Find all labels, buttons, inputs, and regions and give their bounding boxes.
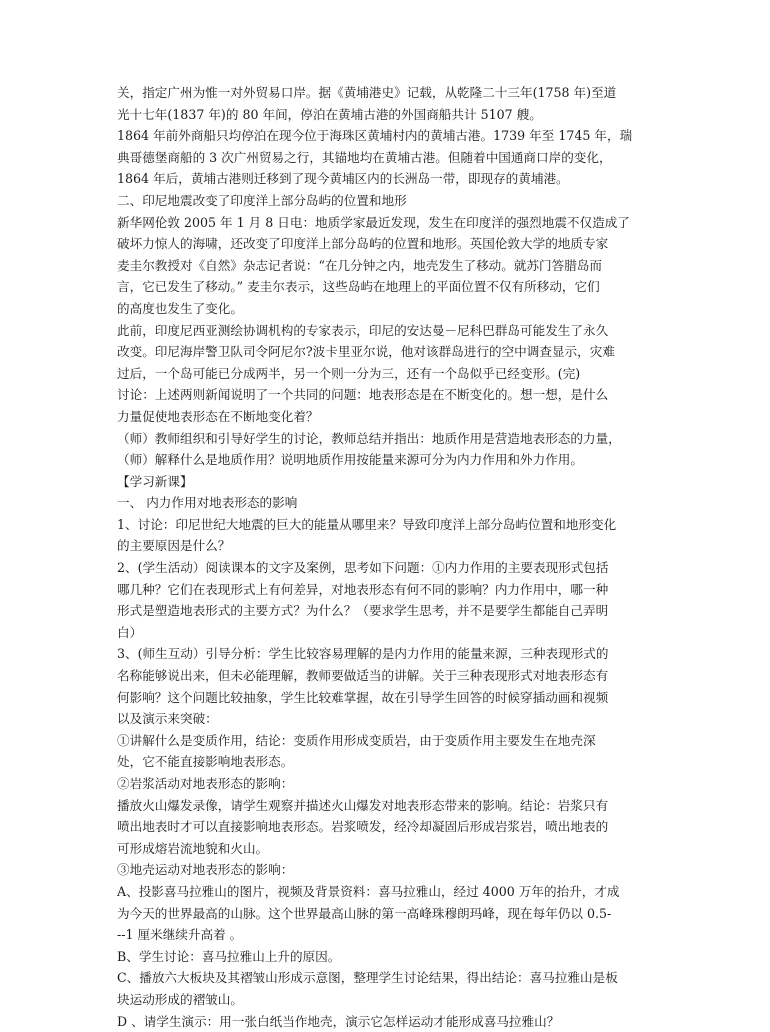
text-line: 形式是塑造地表形式的主要方式？为什么？（要求学生思考，并不是要学生都能自己弄明	[117, 603, 609, 619]
text-line: B、学生讨论：喜马拉雅山上升的原因。	[117, 948, 341, 964]
text-line: （师）教师组织和引导好学生的讨论，教师总结并指出：地质作用是营造地表形态的力量，	[117, 430, 621, 446]
text-line: 力量促使地表形态在不断地变化着？	[117, 408, 319, 424]
text-line: ②岩浆活动对地表形态的影响：	[117, 776, 294, 791]
text-line: 麦圭尔教授对《自然》杂志记者说：“在几分钟之内，地壳发生了移动。就苏门答腊岛而	[117, 257, 603, 273]
text-line: 一、 内力作用对地表形态的影响	[117, 495, 298, 511]
text-line: 3、(师生互动）引导分析：学生比较容易理解的是内力作用的能量来源，三种表现形式的	[117, 646, 609, 662]
text-line: --1 厘米继续升高着 。	[117, 927, 243, 943]
text-line: 为今天的世界最高的山脉。这个世界最高山脉的第一高峰珠穆朗玛峰，现在每年仍以 0.5-	[117, 905, 612, 921]
text-line: 的高度也发生了变化。	[117, 300, 243, 316]
text-line: A、投影喜马拉雅山的图片，视频及背景资料：喜马拉雅山，经过 4000 万年的抬升，才成	[117, 883, 620, 899]
text-line: 1864 年前外商船只均停泊在现今位于海珠区黄埔村内的黄埔古港。1739 年至 1745 年，瑞	[117, 128, 633, 144]
text-line: 处，它不能直接影响地表形态。	[117, 754, 294, 770]
text-line: D 、请学生演示：用一张白纸当作地壳，演示它怎样运动才能形成喜马拉雅山？	[117, 1013, 560, 1029]
text-line: 【学习新课】	[117, 473, 193, 489]
text-line: 喷出地表时才可以直接影响地表形态。岩浆喷发，经冷却凝固后形成岩浆岩，喷出地表的	[117, 819, 609, 835]
text-line: 1864 年后，黄埔古港则迁移到了现今黄埔区内的长洲岛一带，即现存的黄埔港。	[117, 171, 569, 187]
text-line: 言，它已发生了移动。” 麦圭尔表示，这些岛屿在地理上的平面位置不仅有所移动，它们	[117, 279, 600, 295]
text-line: ①讲解什么是变质作用，结论：变质作用形成变质岩，由于变质作用主要发生在地壳深	[117, 732, 596, 748]
text-line: 以及演示来突破：	[117, 711, 218, 727]
text-line: 何影响？这个问题比较抽象，学生比较难掌握，故在引导学生回答的时候穿插动画和视频	[117, 689, 609, 705]
text-line: 光十七年(1837 年)的 80 年间，停泊在黄埔古港的外国商船共计 5107 艘。	[117, 106, 542, 122]
text-line: （师）解释什么是地质作用？说明地质作用按能量来源可分为内力作用和外力作用。	[117, 452, 583, 468]
text-line: 哪几种？它们在表现形式上有何差异，对地表形态有何不同的影响？内力作用中，哪一种	[117, 581, 609, 597]
text-line: 讨论：上述两则新闻说明了一个共同的问题：地表形态是在不断变化的。想一想，是什么	[117, 387, 609, 403]
text-line: 可形成熔岩流地貌和火山。	[117, 840, 269, 856]
text-line: 白）	[117, 624, 143, 640]
text-line: 1、讨论：印尼世纪大地震的巨大的能量从哪里来？导致印度洋上部分岛屿位置和地形变化	[117, 516, 617, 532]
text-line: C、播放六大板块及其褶皱山形成示意图，整理学生讨论结果，得出结论：喜马拉雅山是板	[117, 970, 618, 986]
text-line: ③地壳运动对地表形态的影响：	[117, 862, 294, 878]
text-line: 的主要原因是什么？	[117, 538, 231, 554]
text-line: 改变。印尼海岸警卫队司令阿尼尔?波卡里亚尔说，他对该群岛进行的空中调查显示，灾难	[117, 344, 615, 360]
text-line: 关，指定广州为惟一对外贸易口岸。据《黄埔港史》记载，从乾隆二十三年(1758 年)至道	[117, 85, 617, 100]
document-body	[117, 82, 657, 1032]
text-line: 块运动形成的褶皱山。	[117, 991, 243, 1007]
text-line: 过后，一个岛可能已分成两半，另一个则一分为三，还有一个岛似乎已经变形。(完)	[117, 365, 581, 381]
text-line: 典哥德堡商船的 3 次广州贸易之行，其锚地均在黄埔古港。但随着中国通商口岸的变化，	[117, 149, 612, 165]
text-line: 2、(学生活动）阅读课本的文字及案例，思考如下问题：①内力作用的主要表现形式包括	[117, 560, 609, 576]
text-line: 破坏力惊人的海啸，还改变了印度洋上部分岛屿的位置和地形。英国伦敦大学的地质专家	[117, 236, 609, 252]
text-line: 二、印尼地震改变了印度洋上部分岛屿的位置和地形	[117, 192, 407, 208]
text-line: 新华网伦敦 2005 年 1 月 8 日电：地质学家最近发现，发生在印度洋的强烈地震不仅造成了	[117, 214, 630, 230]
text-line: 名称能够说出来，但未必能理解，教师要做适当的讲解。关于三种表现形式对地表形态有	[117, 668, 609, 684]
text-line: 此前，印度尼西亚测绘协调机构的专家表示，印尼的安达曼－尼科巴群岛可能发生了永久	[117, 322, 609, 338]
text-line: 播放火山爆发录像，请学生观察并描述火山爆发对地表形态带来的影响。结论：岩浆只有	[117, 797, 609, 813]
